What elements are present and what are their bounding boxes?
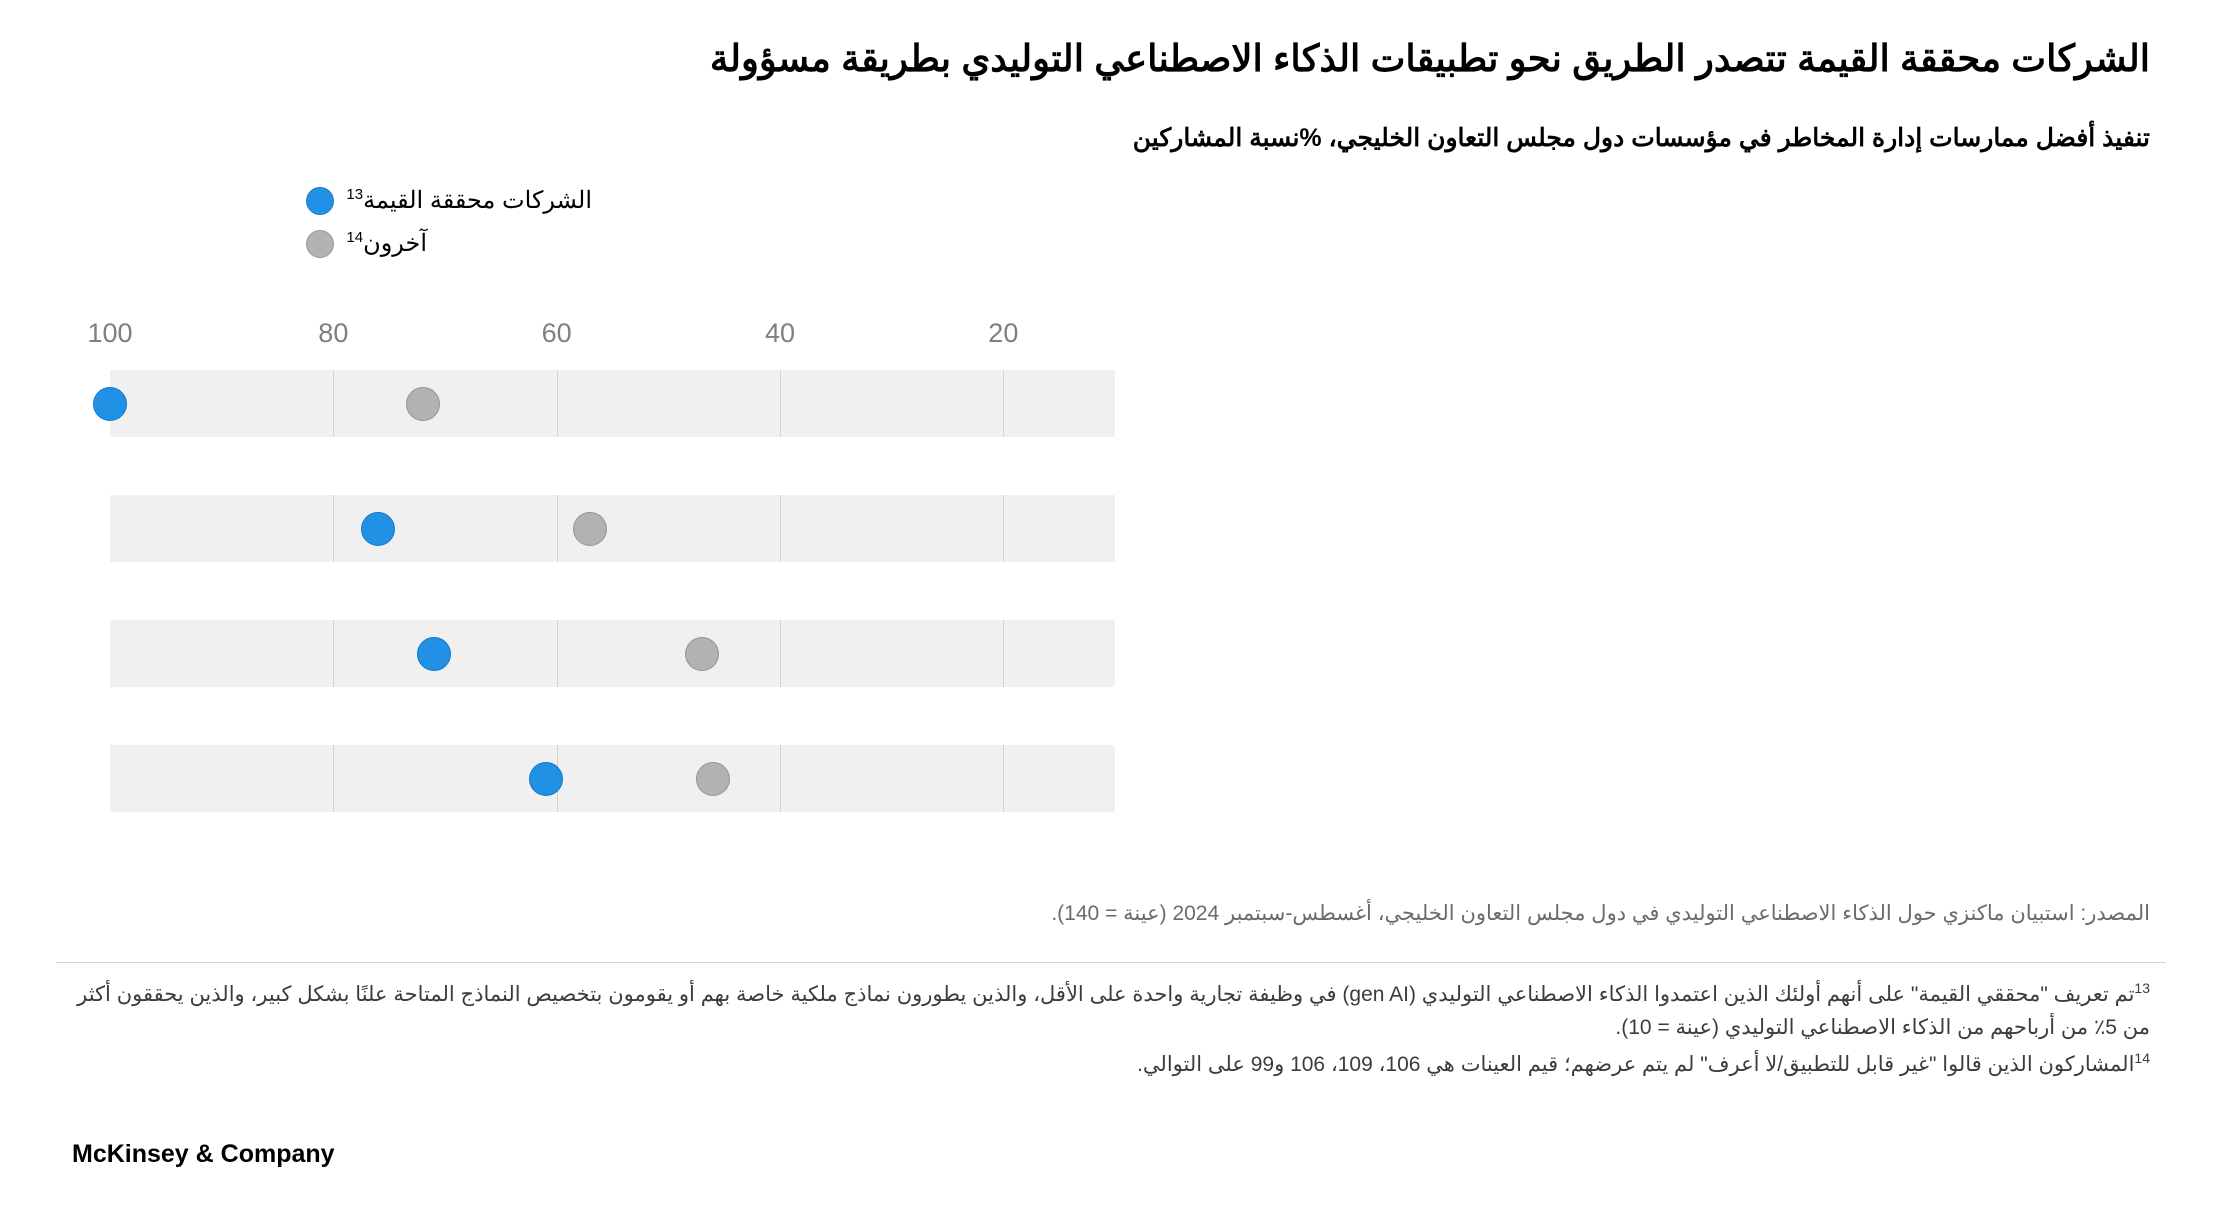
data-point-others: [406, 387, 440, 421]
gridline-20: [1003, 495, 1004, 562]
gridline-20: [1003, 745, 1004, 812]
footnote-13: $^{13}$تم تعريف "محققي القيمة" على أنهم أولئك الذين اعتمدوا الذكاء الاصطناعي التوليدي (gen AI) في وظيفة تجارية واحدة على الأقل، والذين يطورون نماذج ملكية خاصة بهم أو يقومون بتخصيص النماذج المتاحة علنًا بشكل كبير، والذين يحققون أكثر من 5٪ من أرباحهم من الذكاء الاصطناعي التوليدي (عينة = 10).: [77, 980, 2150, 1039]
chart-row: [110, 495, 1115, 562]
gridline-80: [333, 370, 334, 437]
gridline-80: [333, 620, 334, 687]
data-point-value-creators: [529, 762, 563, 796]
x-axis-tick-80: 80: [318, 318, 349, 348]
data-point-others: [685, 637, 719, 671]
gridline-60: [557, 620, 558, 687]
page-title: الشركات محققة القيمة تتصدر الطريق نحو تطبيقات الذكاء الاصطناعي التوليدي بطريقة مسؤولة: [709, 38, 2150, 79]
legend-dot-blue-icon: [306, 187, 334, 215]
x-axis: [87, 318, 1115, 348]
gridline-20: [1003, 370, 1004, 437]
gridline-60: [557, 370, 558, 437]
data-point-value-creators: [417, 637, 451, 671]
chart-row: [110, 620, 1115, 687]
gridline-60: [557, 495, 558, 562]
x-axis-tick-40: 40: [764, 318, 796, 348]
chart-rows: [110, 370, 1115, 812]
row-track: [110, 370, 1115, 437]
legend-item-others: [306, 229, 427, 258]
gridline-40: [780, 495, 781, 562]
legend-label-value-creators: الشركات محققة القيمة$^{13}$: [346, 186, 592, 214]
source-note: المصدر: استبيان ماكنزي حول الذكاء الاصطناعي التوليدي في دول مجلس التعاون الخليجي، أغسطس-سبتمبر 2024 (عينة = 140).: [1051, 902, 2150, 925]
legend-label-others: آخرون$^{14}$: [346, 229, 428, 257]
x-axis-tick-20: 20: [988, 318, 1019, 348]
footnotes: [72, 978, 2150, 1086]
legend-dot-grey-icon: [306, 230, 334, 258]
gridline-40: [780, 370, 781, 437]
footnote-14: $^{14}$المشاركون الذين قالوا "غير قابل للتطبيق/لا أعرف" لم يتم عرضهم؛ قيم العينات هي 106، 109، 106 و99 على التوالي.: [1137, 1050, 2150, 1077]
legend-item-value-creators: [306, 186, 592, 215]
data-point-value-creators: [361, 512, 395, 546]
gridline-80: [333, 745, 334, 812]
brand-logo: McKinsey & Company: [72, 1140, 335, 1168]
data-point-others: [696, 762, 730, 796]
gridline-20: [1003, 620, 1004, 687]
x-axis-tick-60: 60: [541, 318, 572, 348]
row-track: [110, 495, 1115, 562]
footnote-divider: [56, 962, 2166, 963]
gridline-40: [780, 620, 781, 687]
gridline-80: [333, 495, 334, 562]
page-subtitle: تنفيذ أفضل ممارسات إدارة المخاطر في مؤسسات دول مجلس التعاون الخليجي، %نسبة المشاركين: [1132, 124, 2150, 152]
data-point-others: [573, 512, 607, 546]
chart-legend: [306, 186, 592, 258]
x-axis-tick-100: 100: [87, 318, 133, 348]
data-point-value-creators: [93, 387, 127, 421]
chart-row: [110, 370, 1115, 437]
row-track: [110, 620, 1115, 687]
row-track: [110, 745, 1115, 812]
gridline-40: [780, 745, 781, 812]
chart-row: [110, 745, 1115, 812]
